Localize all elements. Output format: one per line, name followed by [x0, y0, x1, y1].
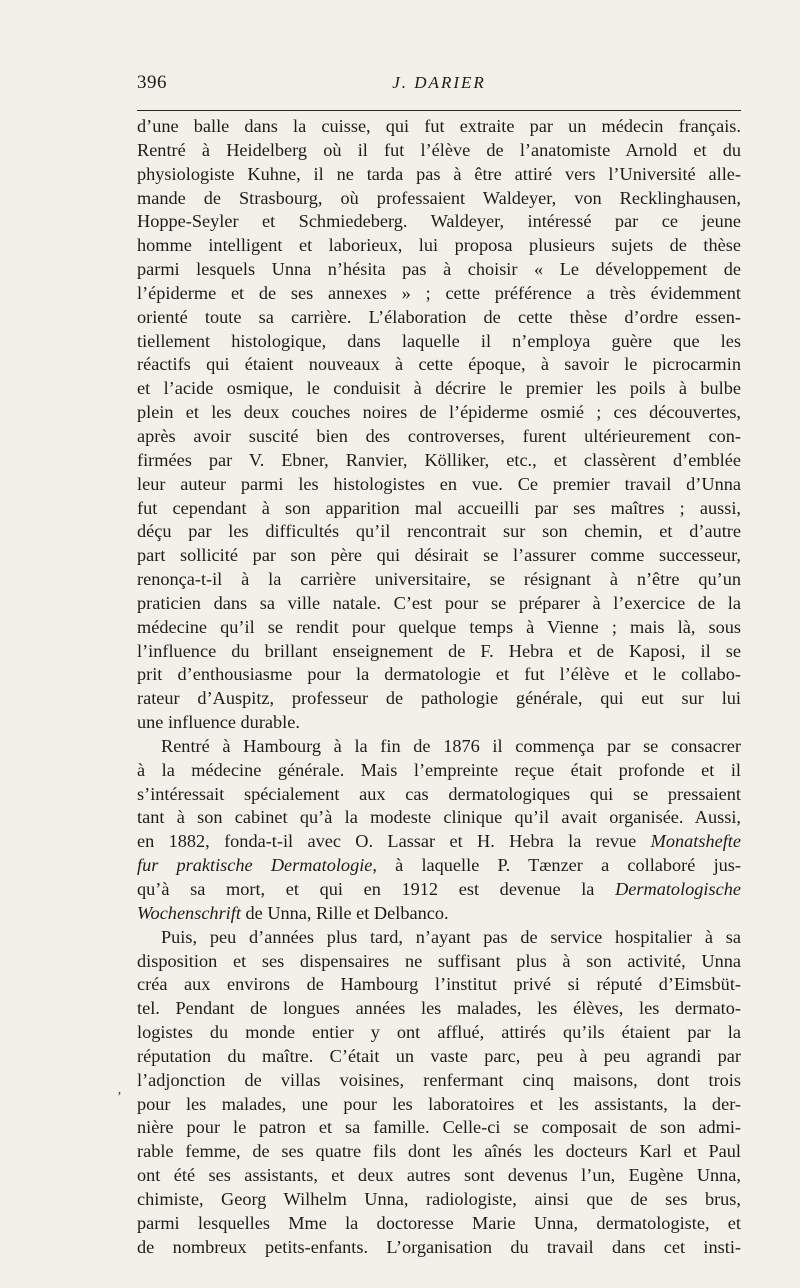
- text-segment: de nombreux petits-enfants. L’organisation du travail dans cet insti-: [137, 1236, 741, 1257]
- text-line: [137, 497, 741, 521]
- text-segment: à la médecine générale. Mais l’empreinte reçue était profonde et il: [137, 759, 741, 780]
- text-segment: leur auteur parmi les histologistes en vue. Ce premier travail d’Unna: [137, 473, 741, 494]
- text-segment: l’adjonction de villas voisines, renfermant cinq maisons, dont trois: [137, 1069, 741, 1090]
- text-line: [137, 115, 741, 139]
- text-line: [137, 806, 741, 830]
- text-segment: ont été ses assistants, et deux autres sont devenus l’un, Eugène Unna,: [137, 1165, 741, 1186]
- text-segment: orienté toute sa carrière. L’élaboration de cette thèse d’ordre essen-: [137, 306, 741, 327]
- text-segment: mande de Strasbourg, où professaient Waldeyer, von Recklinghausen,: [137, 187, 741, 208]
- text-line: [137, 187, 741, 211]
- text-line: [137, 544, 741, 568]
- text-segment: Rentré à Heidelberg où il fut l’élève de l’anatomiste Arnold et du: [137, 139, 741, 160]
- text-segment: rable femme, de ses quatre fils dont les aînés les docteurs Karl et Paul: [137, 1141, 741, 1162]
- text-line: [137, 473, 741, 497]
- text-line: [137, 1045, 741, 1069]
- text-segment: de Unna, Rille et Delbanco.: [240, 902, 449, 923]
- text-line: [137, 449, 741, 473]
- text-segment: tel. Pendant de longues années les malades, les élèves, les dermato-: [137, 998, 741, 1019]
- text-line: [137, 592, 741, 616]
- text-line: [137, 520, 741, 544]
- text-segment: l’influence du brillant enseignement de F. Hebra et de Kaposi, il se: [137, 640, 741, 661]
- text-line: [137, 926, 741, 950]
- text-line: [137, 377, 741, 401]
- text-segment: fut cependant à son apparition mal accueilli par ses maîtres ; aussi,: [137, 497, 741, 518]
- text-line: [137, 1116, 741, 1140]
- text-line: [137, 663, 741, 687]
- italic-segment: Dermatologische: [615, 879, 741, 899]
- text-segment: et l’acide osmique, le conduisit à décrire le premier les poils à bulbe: [137, 378, 741, 399]
- text-segment: disposition et ses dispensaires ne suffisant plus à son activité, Unna: [137, 950, 741, 971]
- text-line: [137, 640, 741, 664]
- text-line: [137, 997, 741, 1021]
- text-line: [137, 282, 741, 306]
- text-line: [137, 568, 741, 592]
- text-segment: parmi lesquelles Mme la doctoresse Marie Unna, dermatologiste, et: [137, 1212, 741, 1233]
- text-line: [137, 330, 741, 354]
- text-segment: réputation du maître. C’était un vaste parc, peu à peu agrandi par: [137, 1045, 741, 1066]
- text-line: [137, 616, 741, 640]
- text-segment: Puis, peu d’années plus tard, n’ayant pas de service hospitalier à sa: [161, 926, 741, 947]
- italic-segment: Wochenschrift: [137, 902, 241, 923]
- header-rule: [137, 110, 741, 111]
- italic-segment: Monatshefte: [650, 831, 741, 852]
- text-segment: nière pour le patron et sa famille. Celle-ci se composait de son admi-: [137, 1117, 741, 1138]
- text-segment: Rentré à Hambourg à la fin de 1876 il commença par se consacrer: [161, 735, 741, 756]
- text-segment: en 1882, fonda-t-il avec O. Lassar et H. Hebra la revue: [137, 831, 651, 852]
- page-header: [137, 72, 741, 102]
- text-line: [137, 783, 741, 807]
- text-line: [137, 1021, 741, 1045]
- text-line: [137, 425, 741, 449]
- text-segment: s’intéressait spécialement aux cas dermatologiques qui se pressaient: [137, 783, 741, 804]
- text-line: [137, 1164, 741, 1188]
- text-segment: plein et les deux couches noires de l’épiderme osmié ; ces découvertes,: [137, 402, 741, 423]
- text-segment: une influence durable.: [137, 712, 300, 733]
- running-head: J. DARIER: [392, 73, 486, 92]
- text-segment: homme intelligent et laborieux, lui proposa plusieurs sujets de thèse: [137, 235, 741, 256]
- body-text: [137, 115, 741, 1260]
- text-segment: logistes du monde entier y ont afflué, attirés qu’ils étaient par la: [137, 1022, 741, 1043]
- text-segment: qu’à sa mort, et qui en 1912 est devenue la: [137, 879, 616, 899]
- text-line: [137, 210, 741, 234]
- text-segment: rateur d’Auspitz, professeur de pathologie générale, qui eut sur lui: [137, 688, 741, 709]
- text-segment: Hoppe-Seyler et Schmiedeberg. Waldeyer, intéressé par ce jeune: [137, 211, 741, 232]
- text-line: [137, 234, 741, 258]
- text-segment: pour les malades, une pour les laboratoires et les assistants, la der-: [137, 1093, 741, 1114]
- text-segment: firmées par V. Ebner, Ranvier, Kölliker, etc., et classèrent d’emblée: [137, 449, 741, 470]
- italic-segment: fur praktische Dermatologie: [137, 855, 373, 876]
- text-line: [137, 854, 741, 878]
- text-line: [137, 1069, 741, 1093]
- text-segment: après avoir suscité bien des controverses, furent ultérieurement con-: [137, 425, 741, 446]
- text-line: [137, 258, 741, 282]
- margin-mark: ʼ: [117, 1090, 122, 1105]
- text-line: [137, 830, 741, 854]
- text-segment: médecine qu’il se rendit pour quelque temps à Vienne ; mais là, sous: [137, 616, 741, 637]
- text-segment: prit d’enthousiasme pour la dermatologie et fut l’élève et le collabo-: [137, 664, 741, 685]
- text-line: [137, 353, 741, 377]
- text-segment: chimiste, Georg Wilhelm Unna, radiologiste, ainsi que de ses brus,: [137, 1188, 741, 1209]
- text-line: [137, 1093, 741, 1117]
- text-line: [137, 973, 741, 997]
- text-line: [137, 759, 741, 783]
- text-line: [137, 1140, 741, 1164]
- text-line: [137, 1236, 741, 1260]
- text-line: [137, 735, 741, 759]
- text-line: [137, 306, 741, 330]
- text-line: [137, 687, 741, 711]
- text-line: [137, 950, 741, 974]
- text-segment: l’épiderme et de ses annexes » ; cette préférence a très évidemment: [137, 282, 741, 303]
- text-line: [137, 1188, 741, 1212]
- page-number: 396: [137, 72, 167, 93]
- text-segment: renonça-t-il à la carrière universitaire, se résignant à n’être qu’un: [137, 569, 741, 590]
- text-segment: tiellement histologique, dans laquelle il n’employa guère que les: [137, 330, 741, 351]
- text-segment: physiologiste Kuhne, il ne tarda pas à être attiré vers l’Université alle-: [137, 163, 741, 184]
- text-line: [137, 878, 741, 902]
- text-segment: tant à son cabinet qu’à la modeste clinique qu’il avait organisée. Aussi,: [137, 807, 741, 828]
- text-segment: déçu par les difficultés qu’il rencontrait sur son chemin, et d’autre: [137, 521, 741, 542]
- text-segment: réactifs qui étaient nouveaux à cette époque, à savoir le picrocarmin: [137, 354, 741, 375]
- text-line: [137, 401, 741, 425]
- text-segment: d’une balle dans la cuisse, qui fut extraite par un médecin français.: [137, 116, 741, 136]
- text-line: [137, 1212, 741, 1236]
- text-line: [137, 711, 741, 735]
- text-segment: créa aux environs de Hambourg l’institut privé si réputé d’Eimsbüt-: [137, 974, 741, 995]
- text-segment: parmi lesquels Unna n’hésita pas à choisir « Le développement de: [137, 259, 741, 280]
- text-line: [137, 139, 741, 163]
- text-line: [137, 902, 741, 926]
- text-segment: part sollicité par son père qui désirait se l’assurer comme successeur,: [137, 545, 741, 566]
- text-segment: , à laquelle P. Tænzer a collaboré jus-: [372, 855, 741, 876]
- text-line: [137, 163, 741, 187]
- text-segment: praticien dans sa ville natale. C’est pour se préparer à l’exercice de la: [137, 592, 741, 613]
